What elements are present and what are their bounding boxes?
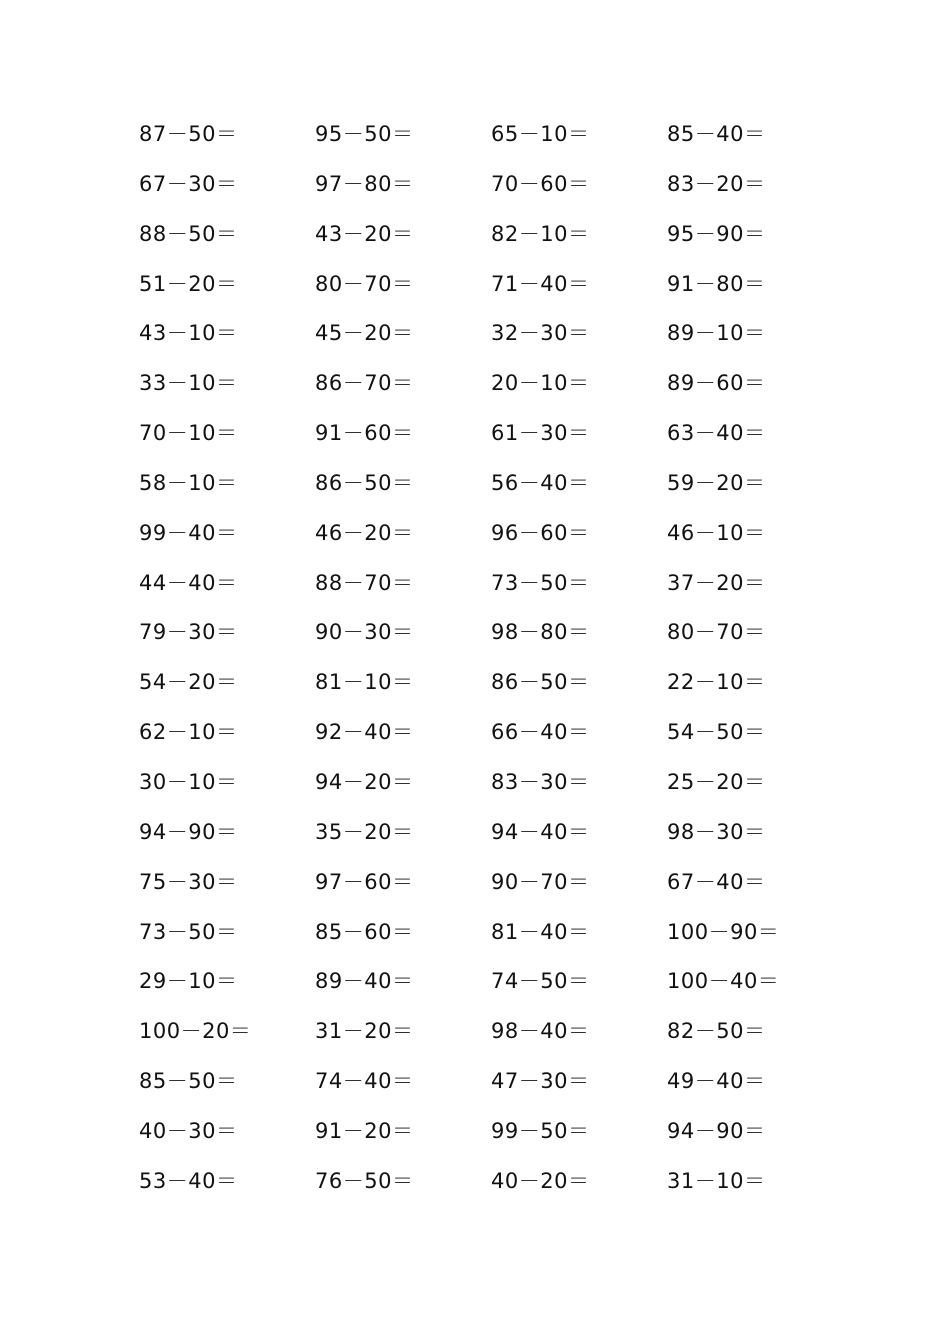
- subtraction-problem: 98－80＝: [491, 620, 590, 645]
- subtraction-problem: 25－20＝: [667, 769, 766, 794]
- subtraction-problem: 83－20＝: [667, 171, 766, 196]
- subtraction-problem: 40－30＝: [139, 1118, 238, 1143]
- subtraction-problem: 30－10＝: [139, 769, 238, 794]
- subtraction-problem: 58－10＝: [139, 470, 238, 495]
- subtraction-problem: 92－40＝: [315, 720, 414, 745]
- subtraction-problem: 40－20＝: [491, 1168, 590, 1193]
- subtraction-problem: 43－20＝: [315, 221, 414, 246]
- subtraction-problem: 90－30＝: [315, 620, 414, 645]
- subtraction-problem: 79－30＝: [139, 620, 238, 645]
- subtraction-problem: 86－50＝: [315, 470, 414, 495]
- subtraction-problem: 31－20＝: [315, 1019, 414, 1044]
- subtraction-problem: 31－10＝: [667, 1168, 766, 1193]
- subtraction-problem: 94－90＝: [139, 819, 238, 844]
- subtraction-problem: 98－40＝: [491, 1019, 590, 1044]
- subtraction-problem: 33－10＝: [139, 371, 238, 396]
- subtraction-problem: 70－60＝: [491, 171, 590, 196]
- subtraction-problem: 80－70＝: [315, 271, 414, 296]
- subtraction-problem: 62－10＝: [139, 720, 238, 745]
- subtraction-problem: 85－60＝: [315, 919, 414, 944]
- subtraction-problem: 66－40＝: [491, 720, 590, 745]
- subtraction-problem: 98－30＝: [667, 819, 766, 844]
- subtraction-problem: 22－10＝: [667, 670, 766, 695]
- subtraction-problem: 94－90＝: [667, 1118, 766, 1143]
- subtraction-problem: 76－50＝: [315, 1168, 414, 1193]
- subtraction-problem: 94－40＝: [491, 819, 590, 844]
- subtraction-problem: 29－10＝: [139, 969, 238, 994]
- subtraction-problem: 44－40＝: [139, 570, 238, 595]
- subtraction-problem: 91－60＝: [315, 421, 414, 446]
- subtraction-problem: 61－30＝: [491, 421, 590, 446]
- subtraction-problem: 90－70＝: [491, 869, 590, 894]
- subtraction-problem: 45－20＝: [315, 321, 414, 346]
- subtraction-problem: 74－50＝: [491, 969, 590, 994]
- subtraction-problem: 70－10＝: [139, 421, 238, 446]
- subtraction-problem: 100－20＝: [139, 1019, 252, 1044]
- subtraction-problem: 89－10＝: [667, 321, 766, 346]
- subtraction-problem: 71－40＝: [491, 271, 590, 296]
- subtraction-problem: 95－50＝: [315, 122, 414, 146]
- subtraction-problem: 96－60＝: [491, 520, 590, 545]
- subtraction-problem: 73－50＝: [491, 570, 590, 595]
- subtraction-problem: 65－10＝: [491, 122, 590, 146]
- subtraction-problem: 82－10＝: [491, 221, 590, 246]
- subtraction-problem: 73－50＝: [139, 919, 238, 944]
- subtraction-problem: 51－20＝: [139, 271, 238, 296]
- subtraction-problem: 35－20＝: [315, 819, 414, 844]
- subtraction-problem: 88－50＝: [139, 221, 238, 246]
- subtraction-problem: 46－20＝: [315, 520, 414, 545]
- subtraction-problem: 43－10＝: [139, 321, 238, 346]
- subtraction-problem: 37－20＝: [667, 570, 766, 595]
- subtraction-problem: 99－50＝: [491, 1118, 590, 1143]
- subtraction-problem: 81－10＝: [315, 670, 414, 695]
- subtraction-problem: 94－20＝: [315, 769, 414, 794]
- subtraction-problem: 32－30＝: [491, 321, 590, 346]
- subtraction-problem: 99－40＝: [139, 520, 238, 545]
- subtraction-problem: 67－30＝: [139, 171, 238, 196]
- subtraction-problem: 88－70＝: [315, 570, 414, 595]
- subtraction-problem: 86－50＝: [491, 670, 590, 695]
- subtraction-problem: 85－50＝: [139, 1069, 238, 1094]
- subtraction-problem: 81－40＝: [491, 919, 590, 944]
- problem-grid: [139, 110, 859, 1207]
- subtraction-problem: 100－90＝: [667, 919, 780, 944]
- subtraction-problem: 83－30＝: [491, 769, 590, 794]
- subtraction-problem: 47－30＝: [491, 1069, 590, 1094]
- subtraction-problem: 87－50＝: [139, 122, 238, 146]
- subtraction-problem: 82－50＝: [667, 1019, 766, 1044]
- subtraction-problem: 91－80＝: [667, 271, 766, 296]
- subtraction-problem: 46－10＝: [667, 520, 766, 545]
- subtraction-problem: 63－40＝: [667, 421, 766, 446]
- subtraction-problem: 97－60＝: [315, 869, 414, 894]
- subtraction-problem: 91－20＝: [315, 1118, 414, 1143]
- subtraction-problem: 56－40＝: [491, 470, 590, 495]
- subtraction-problem: 89－40＝: [315, 969, 414, 994]
- subtraction-problem: 74－40＝: [315, 1069, 414, 1094]
- subtraction-problem: 75－30＝: [139, 869, 238, 894]
- subtraction-problem: 80－70＝: [667, 620, 766, 645]
- subtraction-problem: 54－50＝: [667, 720, 766, 745]
- subtraction-problem: 100－40＝: [667, 969, 780, 994]
- subtraction-problem: 85－40＝: [667, 122, 766, 146]
- subtraction-problem: 20－10＝: [491, 371, 590, 396]
- subtraction-problem: 53－40＝: [139, 1168, 238, 1193]
- subtraction-problem: 67－40＝: [667, 869, 766, 894]
- subtraction-problem: 59－20＝: [667, 470, 766, 495]
- subtraction-problem: 89－60＝: [667, 371, 766, 396]
- subtraction-problem: 54－20＝: [139, 670, 238, 695]
- subtraction-problem: 95－90＝: [667, 221, 766, 246]
- subtraction-problem: 49－40＝: [667, 1069, 766, 1094]
- subtraction-problem: 97－80＝: [315, 171, 414, 196]
- subtraction-problem: 86－70＝: [315, 371, 414, 396]
